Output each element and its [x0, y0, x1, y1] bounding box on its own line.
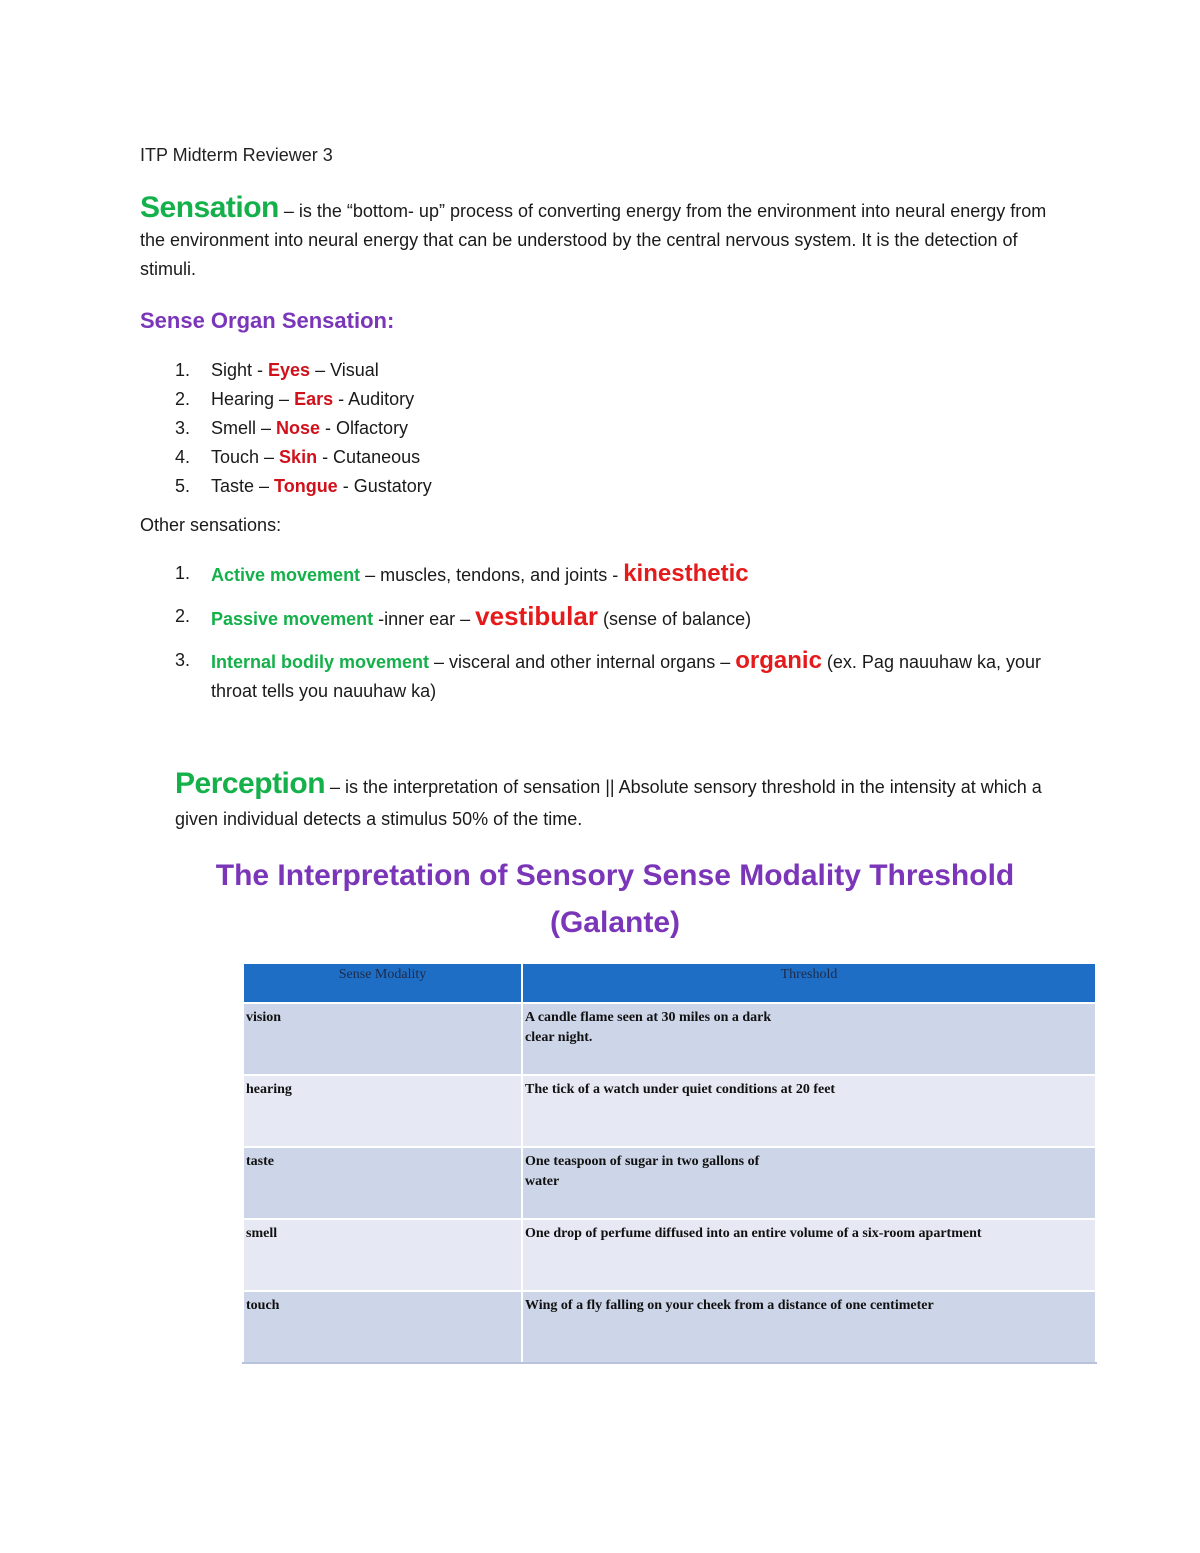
- threshold-cell: [522, 1075, 1096, 1147]
- sense-type: – Visual: [310, 360, 379, 380]
- table-row: [243, 1219, 1096, 1291]
- list-item: [175, 602, 1065, 634]
- list-item: [175, 414, 432, 443]
- list-item: [175, 443, 432, 472]
- sensation-type: kinesthetic: [623, 560, 749, 587]
- threshold-line: water: [525, 1174, 560, 1189]
- list-item: [175, 646, 1065, 706]
- threshold-cell: [522, 1003, 1096, 1075]
- modality-cell: touch: [243, 1291, 522, 1363]
- perception-paragraph: [175, 768, 1075, 835]
- threshold-line: A candle flame seen at 30 miles on a dark: [525, 1010, 772, 1025]
- list-item: [175, 385, 432, 414]
- modality-cell: smell: [243, 1219, 522, 1291]
- sense-type: - Gustatory: [337, 476, 432, 496]
- list-item: [175, 472, 432, 501]
- list-number: 4.: [175, 447, 191, 467]
- list-item: [175, 356, 432, 385]
- sensation-type: organic: [735, 647, 822, 674]
- threshold-table: [242, 962, 1095, 1364]
- sense-type: - Olfactory: [320, 418, 409, 438]
- list-number: 3.: [175, 650, 191, 670]
- threshold-cell: [522, 1147, 1096, 1219]
- movement-term: Passive movement: [211, 609, 374, 629]
- sense-type: - Auditory: [333, 389, 415, 409]
- table-row: [243, 1075, 1096, 1147]
- list-number: 5.: [175, 476, 191, 496]
- threshold-table-grid: [242, 962, 1097, 1364]
- sense-name: Sight -: [211, 360, 269, 380]
- sense-organ: Skin: [279, 447, 318, 467]
- movement-term: Internal bodily movement: [211, 652, 430, 672]
- table-row: [243, 1147, 1096, 1219]
- modality-cell: vision: [243, 1003, 522, 1075]
- sense-name: Touch –: [211, 447, 280, 467]
- table-row: [243, 1291, 1096, 1363]
- movement-description: – visceral and other internal organs –: [429, 652, 736, 672]
- threshold-cell: [522, 1219, 1096, 1291]
- sense-name: Taste –: [211, 476, 275, 496]
- other-sensations-label: Other sensations:: [140, 515, 282, 535]
- modality-cell: hearing: [243, 1075, 522, 1147]
- threshold-line: One drop of perfume diffused into an entire volume of a six-room apartment: [525, 1226, 982, 1241]
- table-title: The Interpretation of Sensory Sense Modality Threshold (Galante): [215, 859, 1015, 939]
- list-item: [175, 559, 1065, 590]
- sense-type: - Cutaneous: [317, 447, 421, 467]
- other-sensations-list: [175, 559, 1065, 718]
- movement-tail: (ex. Pag nauuhaw ka, your throat tells you nauuhaw ka): [211, 652, 1042, 701]
- sense-name: Hearing –: [211, 389, 295, 409]
- movement-tail: (sense of balance): [597, 609, 752, 629]
- table-row: [243, 1003, 1096, 1075]
- threshold-line: Wing of a fly falling on your cheek from a distance of one centimeter: [525, 1298, 934, 1313]
- list-number: 2.: [175, 389, 191, 409]
- sense-organ-list: [175, 356, 432, 501]
- perception-term: Perception: [175, 767, 326, 800]
- perception-definition: – is the interpretation of sensation || Absolute sensory threshold in the intensity at which a given individual detects a stimulus 50% of the time.: [175, 777, 1042, 829]
- sense-organ: Tongue: [274, 476, 338, 496]
- modality-cell: taste: [243, 1147, 522, 1219]
- sensation-type: vestibular: [475, 601, 598, 631]
- sensation-definition: – is the “bottom- up” process of converting energy from the environment into neural energy from the environment into neural energy that can be understood by the central nervous system. It is the detection of stimuli.: [140, 201, 1047, 279]
- movement-term: Active movement: [211, 565, 361, 585]
- sensation-paragraph: [140, 193, 1060, 284]
- sense-organ-heading: Sense Organ Sensation:: [140, 308, 395, 333]
- sense-name: Smell –: [211, 418, 277, 438]
- threshold-line: clear night.: [525, 1030, 593, 1045]
- sensation-term: Sensation: [140, 191, 279, 224]
- threshold-line: The tick of a watch under quiet conditions at 20 feet: [525, 1082, 836, 1097]
- list-number: 1.: [175, 563, 191, 583]
- sense-organ: Nose: [276, 418, 321, 438]
- list-number: 2.: [175, 606, 191, 626]
- sense-organ: Ears: [294, 389, 334, 409]
- column-header: Threshold: [522, 963, 1096, 1003]
- threshold-cell: [522, 1291, 1096, 1363]
- list-number: 1.: [175, 360, 191, 380]
- sense-organ: Eyes: [268, 360, 311, 380]
- document-title: ITP Midterm Reviewer 3: [140, 145, 333, 165]
- list-number: 3.: [175, 418, 191, 438]
- movement-description: – muscles, tendons, and joints -: [360, 565, 624, 585]
- column-header: Sense Modality: [243, 963, 522, 1003]
- table-header-row: [243, 963, 1096, 1003]
- threshold-line: One teaspoon of sugar in two gallons of: [525, 1154, 760, 1169]
- movement-description: -inner ear –: [373, 609, 476, 629]
